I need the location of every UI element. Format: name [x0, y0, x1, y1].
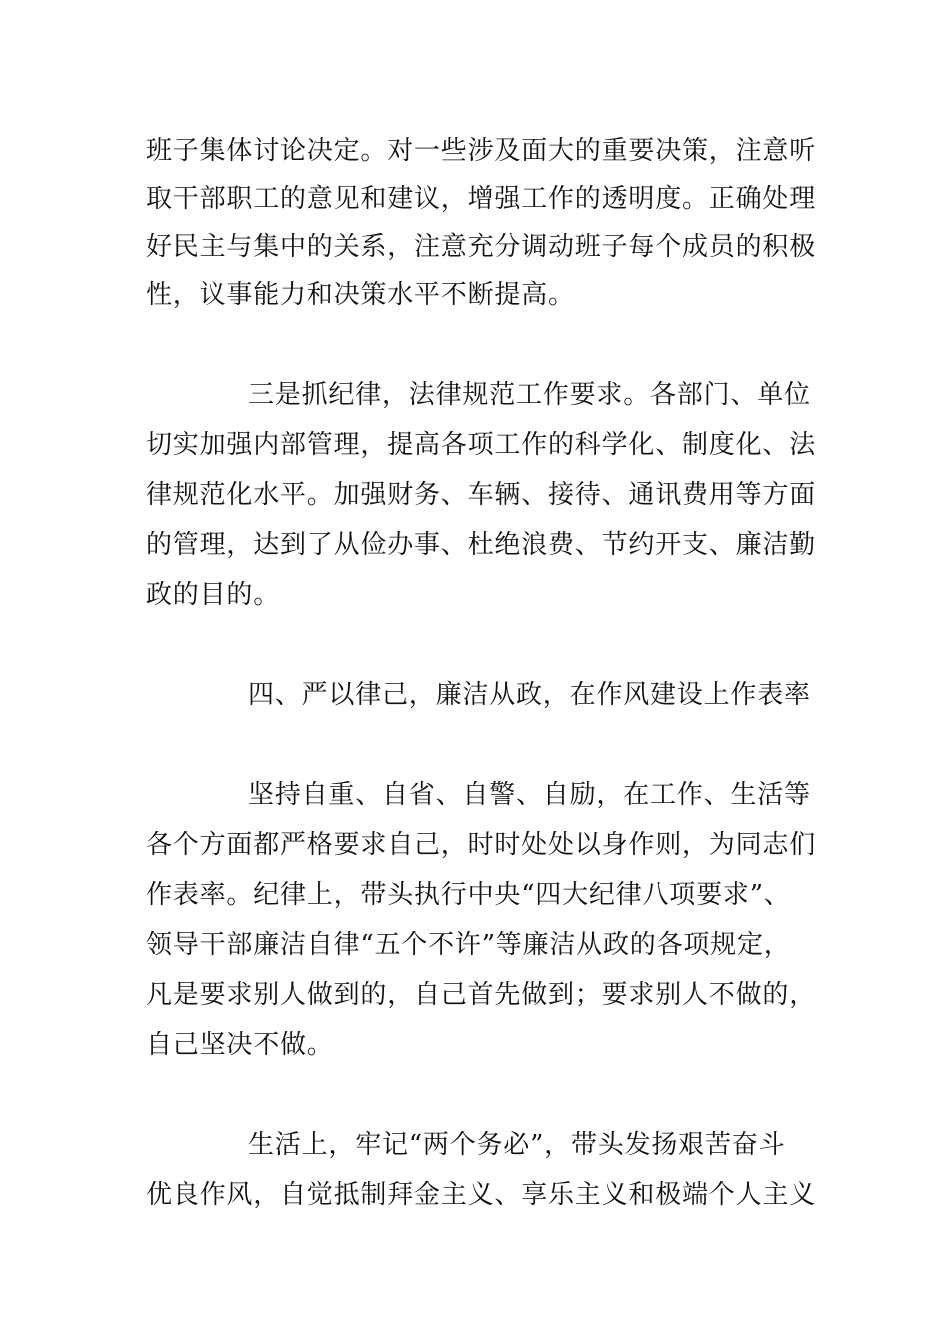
paragraph-4-line-5: 凡是要求别人做到的，自己首先做到；要求别人不做的， [146, 980, 817, 1010]
paragraph-2-line-1: 三是抓纪律，法律规范工作要求。各部门、单位 [248, 380, 811, 410]
paragraph-4-line-1: 坚持自重、自省、自警、自励，在工作、生活等 [248, 780, 811, 810]
paragraph-4-line-6: 自己坚决不做。 [146, 1030, 334, 1060]
paragraph-2-line-2: 切实加强内部管理，提高各项工作的科学化、制度化、法 [146, 430, 817, 460]
paragraph-1-line-2: 取干部职工的意见和建议，增强工作的透明度。正确处理 [146, 184, 817, 214]
paragraph-2-line-3: 律规范化水平。加强财务、车辆、接待、通讯费用等方面 [146, 480, 817, 510]
paragraph-2-line-5: 政的目的。 [146, 580, 281, 610]
paragraph-5-line-2: 优良作风，自觉抵制拜金主义、享乐主义和极端个人主义 [146, 1180, 817, 1210]
paragraph-1-line-1: 班子集体讨论决定。对一些涉及面大的重要决策，注意听 [146, 136, 817, 166]
paragraph-4-line-4: 领导干部廉洁自律“五个不许”等廉洁从政的各项规定， [146, 930, 791, 960]
paragraph-4-line-3: 作表率。纪律上，带头执行中央“四大纪律八项要求”、 [146, 880, 791, 910]
paragraph-1-line-4: 性，议事能力和决策水平不断提高。 [146, 280, 575, 310]
paragraph-4-line-2: 各个方面都严格要求自己，时时处处以身作则，为同志们 [146, 830, 817, 860]
paragraph-1-line-3: 好民主与集中的关系，注意充分调动班子每个成员的积极 [146, 232, 817, 262]
paragraph-2-line-4: 的管理，达到了从俭办事、杜绝浪费、节约开支、廉洁勤 [146, 530, 817, 560]
section-heading: 四、严以律己，廉洁从政，在作风建设上作表率 [248, 680, 811, 710]
paragraph-5-line-1: 生活上，牢记“两个务必”，带头发扬艰苦奋斗 [248, 1130, 786, 1160]
